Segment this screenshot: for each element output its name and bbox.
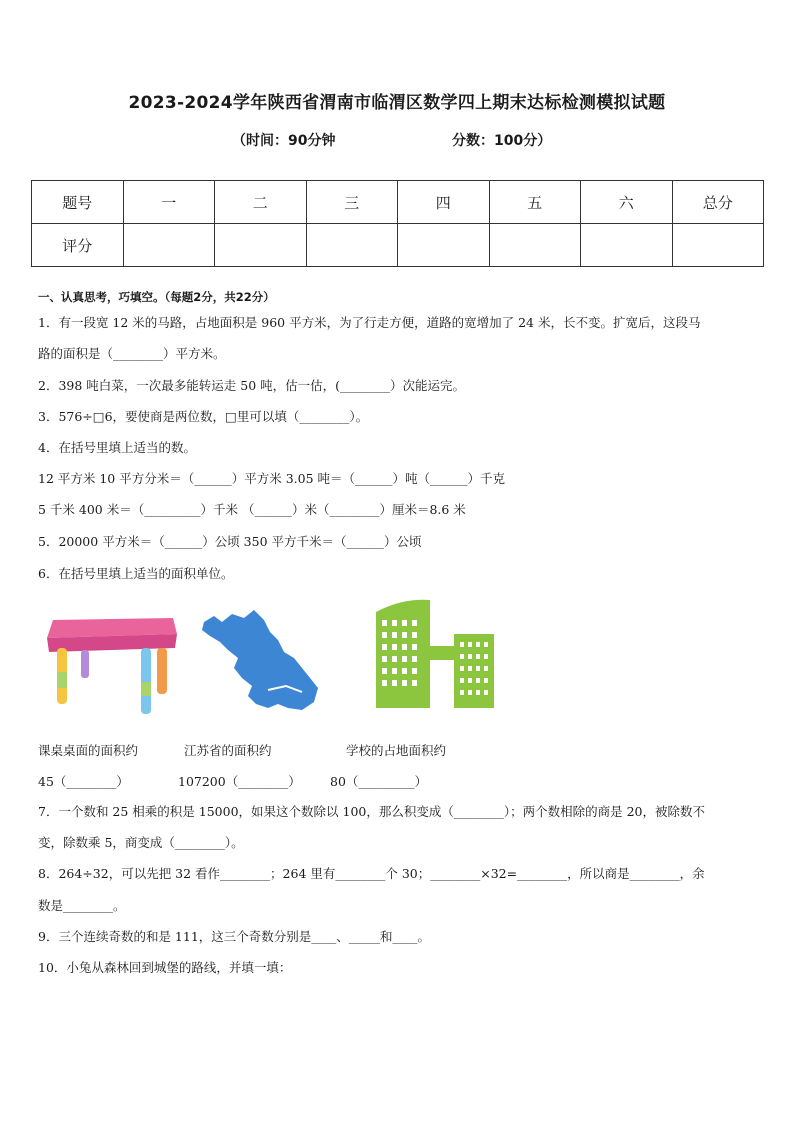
score-cell[interactable] bbox=[672, 224, 764, 267]
score-table-header-row bbox=[32, 181, 764, 224]
question-7-line-2: 变，除数乘 5，商变成（________）。 bbox=[38, 835, 244, 850]
question-10: 10．小兔从森林回到城堡的路线，并填一填： bbox=[38, 960, 292, 975]
question-9: 9．三个连续奇数的和是 111，这三个奇数分别是____、_____和____。 bbox=[38, 929, 431, 944]
answer-desk[interactable]: 45（________） bbox=[38, 774, 129, 789]
answer-school[interactable]: 80（_________） bbox=[330, 774, 428, 789]
header-cell: 总分 bbox=[672, 181, 764, 224]
caption-jiangsu: 江苏省的面积约 bbox=[184, 743, 272, 758]
score-table bbox=[31, 180, 764, 267]
question-7-line-1: 7．一个数和 25 相乘的积是 15000，如果这个数除以 100，那么积变成（________）；两个数相除的商是 20，被除数不 bbox=[38, 804, 706, 819]
school-building-picture bbox=[372, 598, 496, 710]
time-limit: （时间：90分钟 bbox=[232, 133, 336, 149]
table-picture bbox=[43, 612, 183, 718]
question-1-line-1: 1．有一段宽 12 米的马路，占地面积是 960 平方米，为了行走方便，道路的宽增加了 24 米，长不变。扩宽后，这段马 bbox=[38, 315, 701, 330]
score-cell[interactable] bbox=[581, 224, 673, 267]
section-1-heading: 一、认真思考，巧填空。（每题2分，共22分） bbox=[38, 290, 275, 304]
question-2: 2．398 吨白菜，一次最多能转运走 50 吨，估一估，(________）次能运完。 bbox=[38, 378, 466, 393]
score-cell[interactable] bbox=[489, 224, 581, 267]
question-3: 3．576÷□6，要使商是两位数，□里可以填（________）。 bbox=[38, 409, 369, 424]
header-cell: 题号 bbox=[32, 181, 124, 224]
answer-jiangsu[interactable]: 107200（________） bbox=[178, 774, 301, 789]
header-cell: 五 bbox=[489, 181, 581, 224]
jiangsu-map-picture bbox=[198, 606, 322, 714]
question-4: 4．在括号里填上适当的数。 bbox=[38, 440, 196, 455]
score-cell[interactable] bbox=[123, 224, 215, 267]
score-cell[interactable] bbox=[215, 224, 307, 267]
header-cell: 一 bbox=[123, 181, 215, 224]
header-cell: 四 bbox=[398, 181, 490, 224]
question-4-line-a: 12 平方米 10 平方分米＝（______）平方米 3.05 吨＝（______）吨（______）千克 bbox=[38, 471, 506, 486]
score-cell[interactable] bbox=[398, 224, 490, 267]
question-6: 6．在括号里填上适当的面积单位。 bbox=[38, 566, 234, 581]
page-title: 2023-2024学年陕西省渭南市临渭区数学四上期末达标检测模拟试题 bbox=[128, 93, 666, 113]
header-cell: 三 bbox=[306, 181, 398, 224]
question-4-line-b: 5 千米 400 米＝（_________）千米 （______）米（________）厘米＝8.6 米 bbox=[38, 502, 466, 517]
total-score: 分数：100分） bbox=[452, 133, 552, 149]
question-8-line-2: 数是________。 bbox=[38, 898, 126, 913]
question-5: 5．20000 平方米＝（______）公顷 350 平方千米＝（______）公顷 bbox=[38, 534, 422, 549]
caption-school: 学校的占地面积约 bbox=[346, 743, 447, 758]
question-1-line-2: 路的面积是（________）平方米。 bbox=[38, 346, 226, 361]
caption-desk: 课桌桌面的面积约 bbox=[38, 743, 139, 758]
score-cell[interactable] bbox=[306, 224, 398, 267]
question-8-line-1: 8．264÷32，可以先把 32 看作________；264 里有________个 30；________×32=________，所以商是________，余 bbox=[38, 866, 705, 881]
header-cell: 六 bbox=[581, 181, 673, 224]
score-table-score-row bbox=[32, 224, 764, 267]
row-label: 评分 bbox=[32, 224, 124, 267]
header-cell: 二 bbox=[215, 181, 307, 224]
